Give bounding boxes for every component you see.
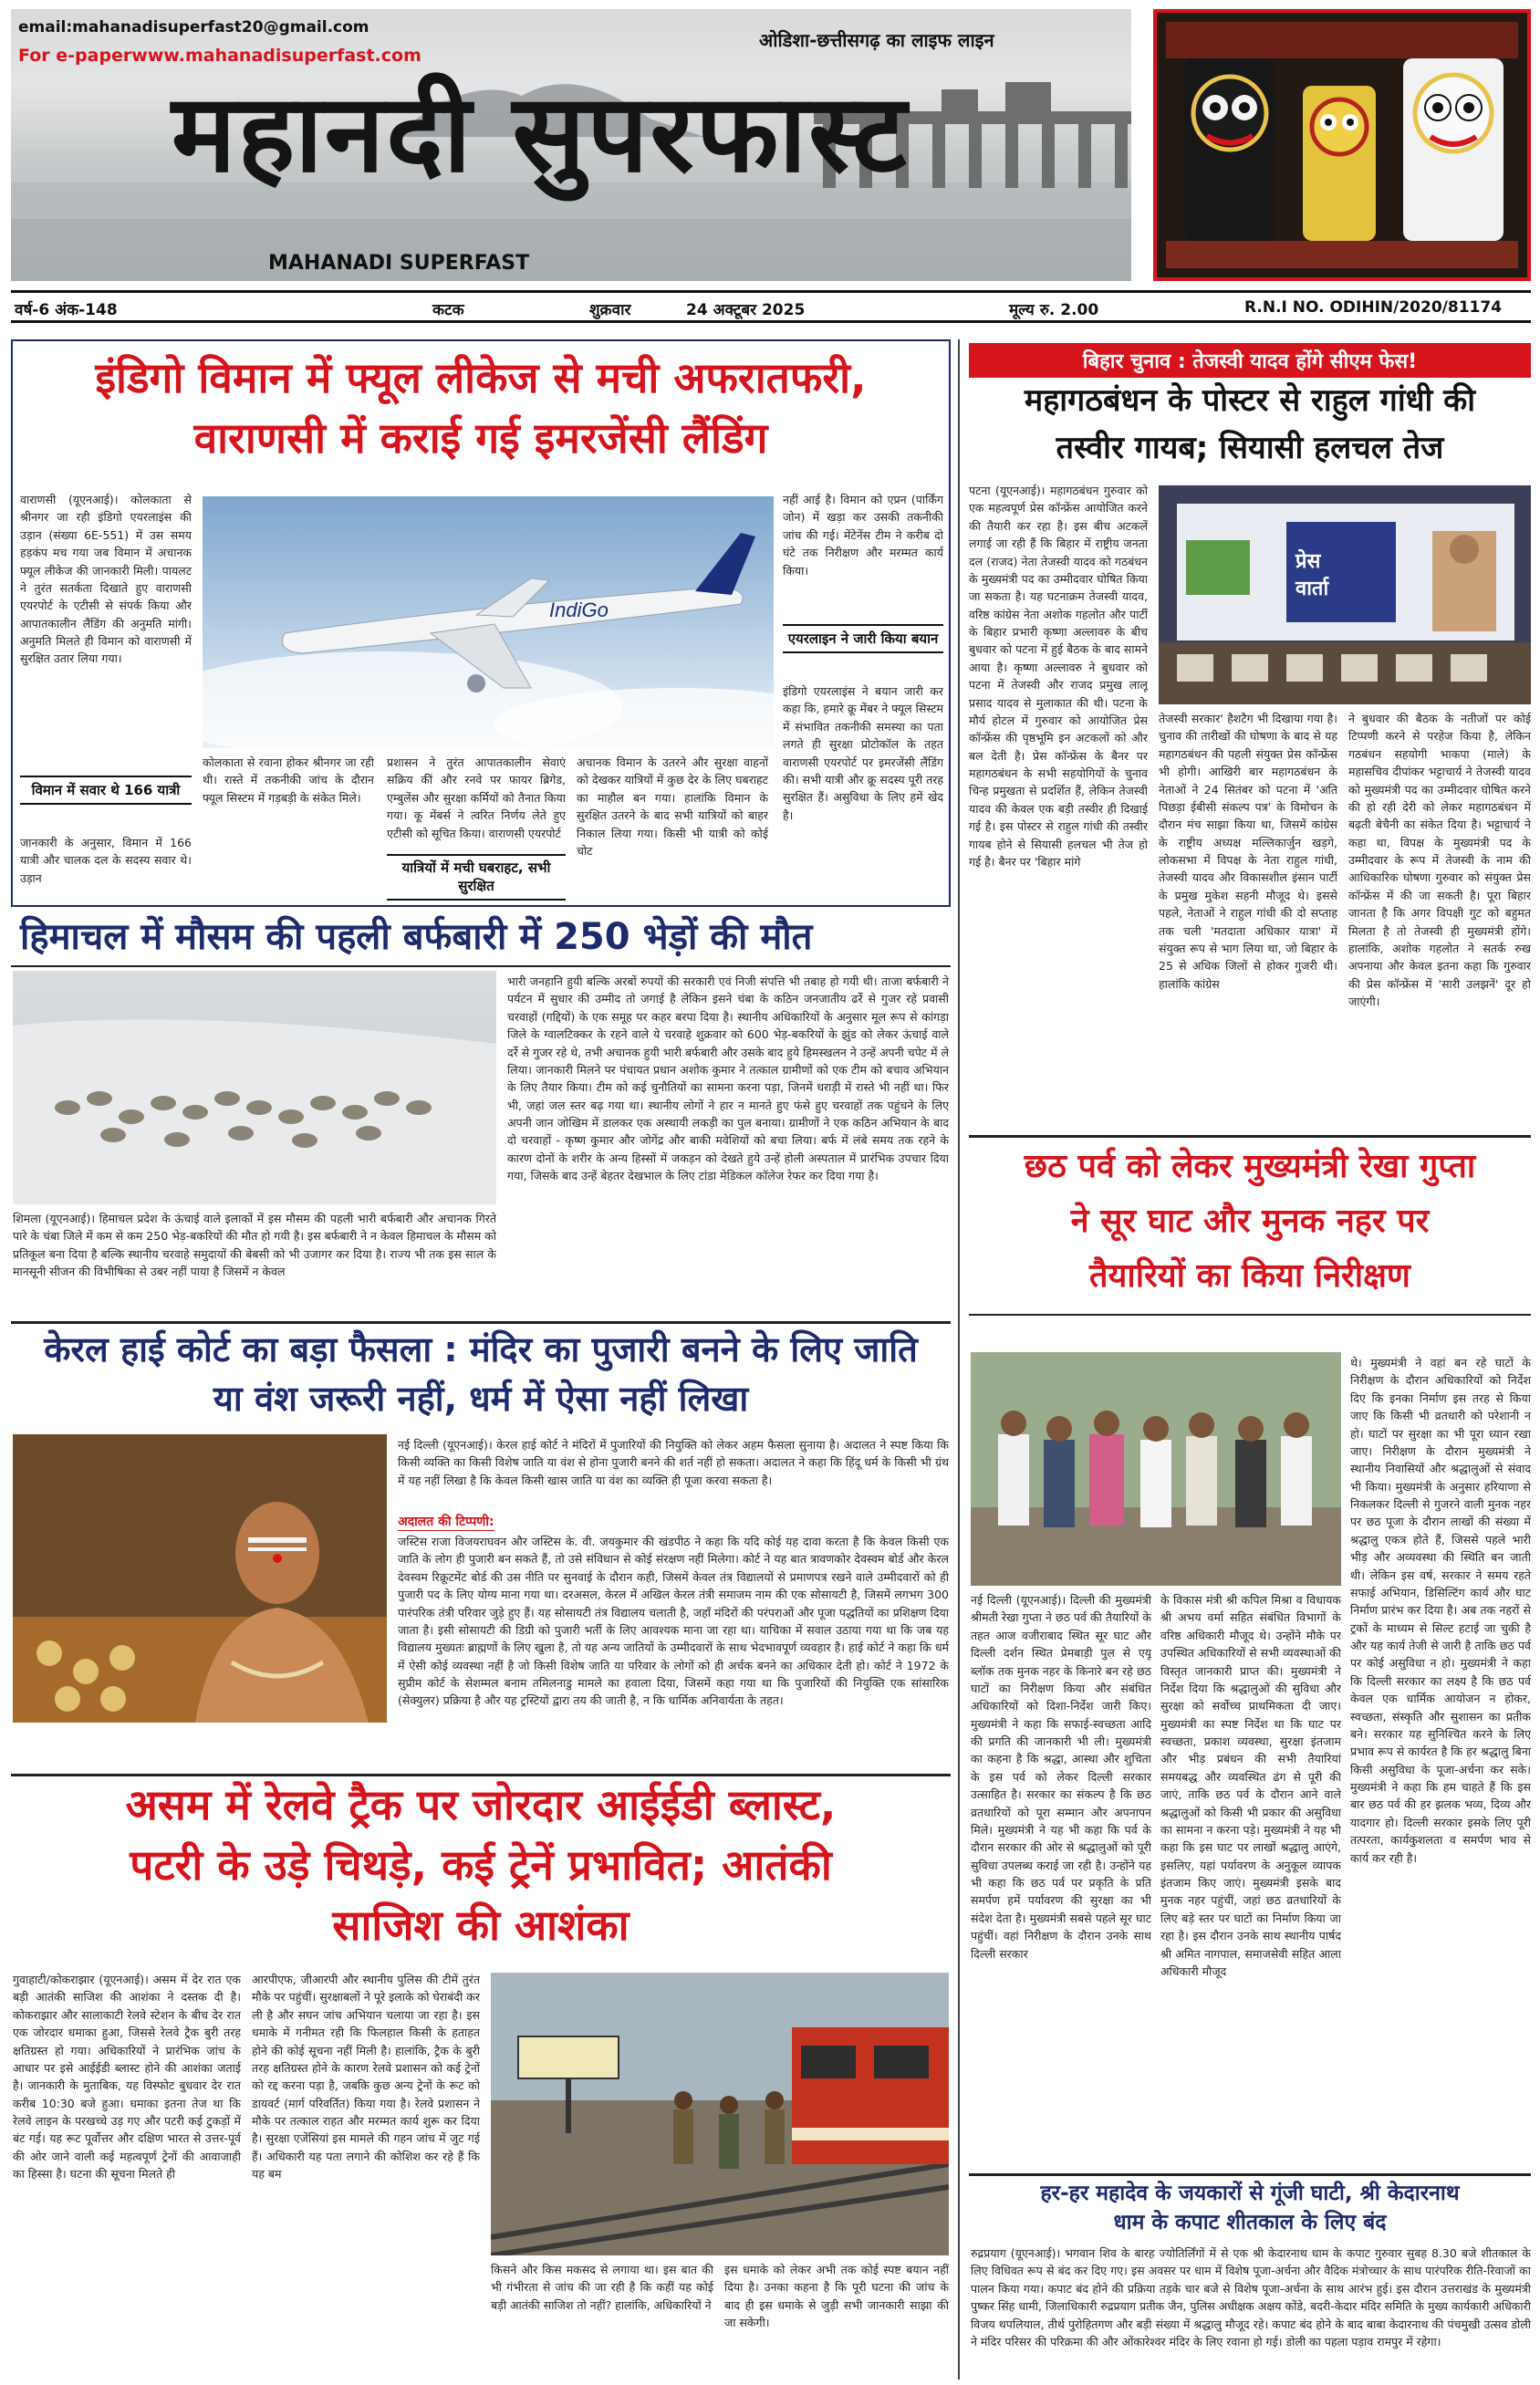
indigo-subhead-airline: एयरलाइन ने जारी किया बयान: [783, 624, 943, 653]
assam-col-2-text: आरपीएफ, जीआरपी और स्थानीय पुलिस की टीमें तुरंत मौके पर पहुंचीं। सुरक्षाबलों ने पूरे इलाके को घेराबंदी कर ली है और सघन जांच अभियान चलाया जा रहा है। इस धमाके में गनीमत रही कि फिलहाल किसी के हताहत होने की कोई सूचना नहीं मिली है। हालांकि, ट्रैक के बुरी तरह क्षतिग्रस्त होने के कारण रेलवे प्रशासन को कई ट्रेनों को रद्द करना पड़ा है, जबकि कुछ अन्य ट्रेनों के रूट को डायवर्ट (मार्ग परिवर्तित) किया गया है। रेलवे प्रशासन ने मौके पर तत्काल राहत और मरम्मत कार्य शुरू कर दिया है। सुरक्षा एजेंसियां इस मामले की गहन जांच में जुट गई हैं। अधिकारी यह पता लगाने की कोशिश कर रहे हैं कि यह बम: [252, 1973, 480, 2182]
assam-col-1-text: गुवाहाटी/कोकराझार (यूएनआई)। असम में देर रात एक बड़ी आतंकी साजिश की आशंका ने दस्तक दी है। कोकराझार और सालाकाटी रेलवे स्टेशन के बीच देर रात एक जोरदार धमाका हुआ, जिससे रेलवे ट्रैक बुरी तरह क्षतिग्रस्त हो गया। अधिकारियों ने प्रारंभिक जांच के आधार पर इसे आईईडी ब्लास्ट होने की आशंका जताई है। जानकारी के मुताबिक, यह विस्फोट बुधवार देर रात करीब 10:30 बजे हुआ। धमाका इतना तेज था कि रेलवे लाइन के परखच्चे उड़ गए और पटरी कई टुकड़ों में बंट गई। यह रूट पूर्वोत्तर और दक्षिण भारत से उत्तर-पूर्व की ओर जाने वाली कई महत्वपूर्ण ट्रेनों की आवाजाही का हिस्सा है। घटना की सूचना मिलते ही: [13, 1973, 241, 2182]
himachal-body-1: [13, 1210, 496, 1314]
indigo-col-2: [203, 754, 374, 900]
indigo-col-1: [20, 491, 192, 772]
chhath-col-3-text: थे। मुख्यमंत्री ने वहां बन रहे घाटों के निरीक्षण के दौरान अधिकारियों को निर्देश दिए कि इनका निर्माण इस तरह से किया जाए कि किसी भी व्रतधारी को परेशानी न हो। घाटों पर सुरक्षा का भी पूरा ध्यान रखा जाए। निरीक्षण के दौरान मुख्यमंत्री ने स्थानीय निवासियों और श्रद्धालुओं से संवाद भी किया। मुख्यमंत्री के अनुसार हरियाणा से निकलकर दिल्ली से गुजरने वाली मुनक नहर पर छठ पूजा के दौरान लाखों की संख्या में श्रद्धालु एकत्र होते हैं, जिससे पहले भारी भीड़ और अव्यवस्था की स्थिति बन जाती थी। लेकिन इस वर्ष, सरकार ने समय रहते सफाई अभियान, डिसिल्टिंग कार्य और घाट निर्माण प्रारंभ कर दिया है। अब तक नहरों से ट्रकों के माध्यम से सिल्ट हटाई जा चुकी है और यह कार्य तेजी से जारी है ताकि छठ पर्व पर कोई असुविधा न हो। मुख्यमंत्री ने कहा कि दिल्ली सरकार का लक्ष्य है कि छठ पर्व केवल एक धार्मिक आयोजन न होकर, स्वच्छता, संस्कृति और सुशासन का प्रतीक बने। सरकार यह सुनिश्चित करने के लिए प्रभाव रूप से कार्यरत है कि हर श्रद्धालु बिना किसी असुविधा के पूजा-अर्चना कर सके। मुख्यमंत्री ने कहा कि हम चाहते हैं कि इस बार छठ पर्व की हर झलक भव्य, दिव्य और यादगार हो। दिल्ली सरकार इसके लिए पूरी तत्परता, कार्यकुशलता व समर्पण भाव से कार्य कर रही है।: [1350, 1356, 1531, 1865]
indigo-headline-2: वाराणसी में कराई गई इमरजेंसी लैंडिंग: [193, 413, 768, 463]
newspaper-title: महानदी सुपरफास्ट: [172, 70, 909, 196]
volume-issue: वर्ष-6 अंक-148: [15, 301, 118, 319]
assam-headline-3: साजिश की आशंका: [332, 1901, 630, 1950]
bihar-col-1-text: पटना (यूएनआई)। महागठबंधन गुरुवार को एक महत्वपूर्ण प्रेस कॉन्फ्रेंस आयोजित करने की तैयारी कर रहा है। इस बीच अटकलें लगाई जा रही हैं कि बिहार में राष्ट्रीय जनता दल (राजद) नेता तेजस्वी यादव को गठबंधन के मुख्यमंत्री पद का उम्मीदवार घोषित किया जा सकता है। यह घटनाक्रम तेजस्वी यादव, वरिष्ठ कांग्रेस नेता अशोक गहलोत और पार्टी के बिहार प्रभारी कृष्णा अल्लावरु के बीच बुधवार को पटना में हुई बैठक के बाद सामने आया है। कृष्णा अल्लावरु ने बुधवार को पटना में तेजस्वी और राजद प्रमुख लालू प्रसाद यादव से मुलाकात की थी। पटना के मौर्य होटल में गुरुवार को आयोजित प्रेस कॉन्फ्रेंस की पृष्ठभूमि इन अटकलों को और बल देती है। प्रेस कॉन्फ्रेंस के बैनर पर महागठबंधन के सभी सहयोगियों के चुनाव चिन्ह प्रमुखता से प्रदर्शित हैं, लेकिन तेजस्वी यादव की केवल एक बड़ी तस्वीर ही दिखाई गई है। इस पोस्टर से राहुल गांधी की तस्वीर गायब होने से सियासी हलचल भी तेज हो गई है। बैनर पर 'बिहार मांगे: [969, 484, 1148, 869]
assam-col-4-text: इस धमाके को लेकर अभी तक कोई स्पष्ट बयान नहीं दिया है। उनका कहना है कि पूरी घटना की जांच के बाद ही इस धमाके से जुड़ी सभी जानकारी साझा की जा सकेगी।: [724, 2263, 949, 2330]
kerala-body-1-text: नई दिल्ली (यूएनआई)। केरल हाई कोर्ट ने मंदिरों में पुजारियों की नियुक्ति को लेकर अहम फैसला सुनाया है। अदालत ने स्पष्ट किया कि किसी व्यक्ति का किसी विशेष जाति या वंश से होना पुजारी बनने की शर्त नहीं हो सकता। अदालत ने कहा कि हिंदू धर्म के किसी भी ग्रंथ में यह नहीं लिखा है कि केवल किसी खास जाति या वंश का व्यक्ति ही पूजा करवा सकता है।: [398, 1438, 949, 1487]
bihar-col-2: [1159, 710, 1337, 1131]
sheep-graphic: [13, 971, 496, 1204]
railway-graphic: [491, 1973, 949, 2255]
epaper-link[interactable]: For e-paperwww.mahanadisuperfast.com: [18, 46, 421, 66]
assam-headline-1: असम में रेलवे ट्रैक पर जोरदार आईईडी ब्लास्ट,: [125, 1780, 837, 1829]
kerala-subhead-court: अदालत की टिप्पणी:: [398, 1515, 494, 1529]
indigo-subhead-passengers: विमान में सवार थे 166 यात्री: [20, 776, 192, 805]
bihar-col-3: [1348, 710, 1531, 1131]
jagannath-deities-image: [1153, 9, 1531, 281]
chhath-col-1: [971, 1591, 1151, 2168]
svg-text:वार्ता: वार्ता: [1295, 578, 1329, 600]
assam-col-3-text: किसने और किस मकसद से लगाया था। इस बात की भी गंभीरता से जांच की जा रही है कि कहीं यह कोई बड़ी आतंकी साजिश तो नहीं? हालांकि, अधिकारियों ने: [491, 2263, 713, 2312]
masthead: [11, 9, 1131, 281]
divider: [11, 965, 951, 967]
divider: [958, 339, 960, 2380]
indigo-col-5b: [783, 682, 943, 900]
svg-text:IndiGo: IndiGo: [549, 599, 609, 621]
indigo-col-1b: [20, 834, 192, 901]
kedarnath-headline-1: हर-हर महादेव के जयकारों से गूंजी घाटी, श्री केदारनाथ: [1040, 2182, 1460, 2205]
deities-illustration: [1157, 13, 1527, 277]
kedarnath-headline-2: धाम के कपाट शीतकाल के लिए बंद: [1113, 2211, 1387, 2234]
chhath-col-2: [1160, 1591, 1341, 2168]
bihar-headline-2: तस्वीर गायब; सियासी हलचल तेज: [1056, 430, 1444, 466]
divider: [969, 2173, 1531, 2176]
inspection-graphic: [971, 1352, 1341, 1586]
indigo-col-5-text: नहीं आई है। विमान को एप्रन (पार्किंग जोन) में खड़ा कर उसकी तकनीकी जांच की गई। मेंटेनेंस टीम ने करीब दो घंटे तक निरीक्षण और मरम्मत कार्य किया।: [783, 493, 943, 578]
chhath-col-1-text: नई दिल्ली (यूएनआई)। दिल्ली की मुख्यमंत्री श्रीमती रेखा गुप्ता ने छठ पर्व की तैयारियों के तहत आज वजीराबाद स्थित सूर घाट और दिल्ली दर्शन स्थित प्रेमबाड़ी पुल से एयू ब्लॉक तक मुनक नहर के किनारे बन रहे छठ घाटों का निरीक्षण किया और संबंधित अधिकारियों को दिशा-निर्देश जारी किए। मुख्यमंत्री ने कहा कि सफाई-स्वच्छता आदि की प्रगति की जानकारी भी ली। मुख्यमंत्री का कहना है कि श्रद्धा, आस्था और शुचिता के इस पर्व को लेकर दिल्ली सरकार उत्साहित है। सरकार का संकल्प है कि छठ व्रतधारियों को पूरा सम्मान और अपनापन मिले। मुख्यमंत्री ने यह भी कहा कि पर्व के दौरान सरकार की ओर से श्रद्धालुओं को पूरी सुविधा उपलब्ध कराई जा रही है। उन्होंने यह भी कहा कि छठ पर्व पर प्रकृति के प्रति समर्पण हमें पर्यावरण की सुरक्षा का भी संदेश देता है। मुख्यमंत्री सबसे पहले सूर घाट पहुंचीं। वहां निरीक्षण के दौरान उनके साथ दिल्ली सरकार: [971, 1593, 1151, 1961]
chhath-headline-3: तैयारियों का किया निरीक्षण: [1089, 1257, 1410, 1295]
divider: [11, 1321, 951, 1324]
publish-date: 24 अक्टूबर 2025: [686, 301, 806, 319]
divider: [969, 1314, 1531, 1316]
price: मूल्य रु. 2.00: [1009, 301, 1099, 319]
indigo-col-4-text: अचानक विमान के उतरने और सुरक्षा वाहनों को देखकर यात्रियों में कुछ देर के लिए घबराहट का माहौल बन गया। हालांकि विमान के सुरक्षित उतरने के बाद सभी यात्रियों को बाहर निकाल लिया गया। किसी भी यात्री को कोई चोट: [577, 755, 768, 858]
indigo-col-3-text: प्रशासन ने तुरंत आपातकालीन सेवाएं सक्रिय कीं और रनवे पर फायर ब्रिगेड, एम्बुलेंस और सुरक्षा कर्मियों को तैनात किया गया। कू मेंबर्स ने त्वरित निर्णय लेते हुए एटीसी को सूचित किया। वाराणसी एयरपोर्ट: [387, 755, 566, 840]
aircraft-graphic: [203, 496, 774, 748]
assam-headline-2: पटरी के उड़े चिथड़े, कई ट्रेनें प्रभावित; आतंकी: [130, 1840, 832, 1890]
himachal-body-2-text: भारी जनहानि हुयी बल्कि अरबों रुपयों की सरकारी एवं निजी संपत्ति भी तबाह हो गयी थी। ताजा बर्फबारी ने पर्यटन में सुधार की उम्मीद तो जगाई है लेकिन इसने चंबा के कठिन जनजातीय ढर्रे से गुजर रहे प्रवासी चरवाहों (गद्दियों) के एक समूह पर कहर बरपा दिया है। स्थानीय अधिकारियों के अनुसार मूल रूप से कांगड़ा जिले के ग्वालटिक्कर के रहने वाले ये चरवाहे शुक्रवार को 600 भेड़-बकरियों के झुंड को लेकर ऊंचाई वाले दर्रे से गुजर रहे थे, तभी अचानक हुयी भारी बर्फबारी और उसके बाद हुये हिमस्खलन ने उन्हें अपनी चपेट में ले लिया। जानकारी मिलने पर पंचायत प्रधान अशोक कुमार ने तत्काल ग्रामीणों को एक टीम को बचाव अभियान के लिए तैयार किया। टीम को कई चुनौतियों का सामना करना पड़ा, जिनमें धराड़ी में रास्ते भी नहीं था। फिर भी, जहां जल स्तर बढ़ गया था। स्थानीय लोगों ने हार न मानते हुए फंसे हुए चरवाहों तक पहुंचने के लिए अपनी जान जोखिम में डालकर एक अस्थायी लकड़ी का पुल बनाया। ग्रामीणों ने एक कठिन अभियान के बाद दो चरवाहों - कृष्ण कुमार और जोगेंद्र और बाकी मवेशियों को बचा लिया। बर्फ में लंबे समय तक रहने के कारण दोनों के शरीर के अन्य हिस्सों में जकड़न को देखते हुये उन्हें होली अस्पताल में प्रारंभिक उपचार दिया गया, जिसके बाद उन्हें बेहतर देखभाल के लिए टांडा मेडिकल कॉलेज रेफर कर दिया गया है।: [507, 974, 949, 1183]
indigo-col-5b-text: इंडिगो एयरलाइंस ने बयान जारी कर कहा कि, हमारे क्रू मेंबर ने फ्यूल सिस्टम में संभावित तकनीकी समस्या का पता लगते ही सुरक्षा प्रोटोकॉल के तहत वाराणसी एयरपोर्ट पर इमरजेंसी लैंडिंग की। सभी यात्री और क्रू सदस्य पूरी तरह सुरक्षित हैं। असुविधा के लिए हमें खेद है।: [783, 684, 943, 822]
svg-text:प्रेस: प्रेस: [1295, 550, 1321, 573]
sheep-snow-photo: [13, 971, 496, 1204]
bihar-kicker: बिहार चुनाव : तेजस्वी यादव होंगे सीएम फेस!: [969, 343, 1531, 378]
indigo-subhead-panic: यात्रियों में मची घबराहट, सभी सुरक्षित: [387, 854, 566, 901]
indigo-col-1-text: वाराणसी (यूएनआई)। कोलकाता से श्रीनगर जा रही इंडिगो एयरलाइंस की उड़ान (संख्या 6E-551) में उस समय हड़कंप मच गया जब विमान में अचानक फ्यूल लीकेज की जानकारी मिली। पायलट ने तुरंत सतर्कता दिखाते हुए वाराणसी एयरपोर्ट के एटीसी से संपर्क किया और आपातकालीन लैंडिंग की अनुमति मांगी। अनुमति मिलते ही विमान को वाराणसी में सुरक्षित उतार लिया गया।: [20, 493, 192, 666]
assam-col-2: [252, 1971, 480, 2376]
rni-number: R.N.I NO. ODIHIN/2020/81174: [1244, 298, 1503, 317]
kerala-headline-1: केरल हाई कोर्ट का बड़ा फैसला : मंदिर का पुजारी बनने के लिए जाति: [44, 1329, 918, 1370]
kedarnath-body: [971, 2244, 1531, 2378]
edition-city: कटक: [432, 301, 464, 319]
bihar-headline-1: महागठबंधन के पोस्टर से राहुल गांधी की: [1024, 382, 1476, 419]
kerala-body-1: [398, 1436, 949, 1509]
publish-day: शुक्रवार: [589, 301, 631, 319]
chhath-col-3: [1350, 1354, 1531, 2168]
indigo-col-4: [577, 754, 768, 900]
assam-col-3: [491, 2261, 713, 2376]
himachal-body-1-text: शिमला (यूएनआई)। हिमाचल प्रदेश के ऊंचाई वाले इलाकों में इस मौसम की पहली भारी बर्फबारी और अचानक गिरते पारे के चंबा जिले में कम से कम 250 भेड़-बकरियों की मौत हो गयी है। इस बर्फबारी ने न केवल हिमाचल के मौसम को प्रतिकूल बना दिया है बल्कि स्थानीय चरवाहे समुदायों की बेबसी को भी उजागर कर दिया है। राज्य भी तक इस साल के मानसूनी सीजन की विभीषिका से उबर नहीं पाया है जिसमें न केवल: [13, 1212, 496, 1279]
himachal-headline: हिमाचल में मौसम की पहली बर्फबारी में 250 भेड़ों की मौत: [20, 916, 813, 958]
contact-email[interactable]: email:mahanadisuperfast20@gmail.com: [18, 18, 369, 36]
assam-col-4: [724, 2261, 949, 2376]
divider: [969, 1135, 1531, 1138]
kerala-body-2-text: जस्टिस राजा विजयराघवन और जस्टिस के. वी. जयकुमार की खंडपीठ ने कहा कि यदि कोई यह दावा करता है कि केवल किसी एक जाति के लोग ही पुजारी बन सकते हैं, तो उसे संविधान से कोई संरक्षण नहीं मिलेगा। कोर्ट ने यह बात त्रावणकोर देवस्वम बोर्ड और केरल देवस्वम रिक्रूटमेंट बोर्ड की उस नीति पर सुनवाई के दौरान कही, जिसमें केवल तंत्र विद्यालयों से प्रमाणपत्र रखने वाले उम्मीदवारों को ही पुजारी पद के लिए योग्य माना गया था। दरअसल, केरल में अखिल केरल तंत्री समाजम नाम की एक सोसायटी है, जिसमें लगभग 300 पारंपरिक तंत्री परिवार जुड़े हुए हैं। यह सोसायटी तंत्र विद्यालय चलाती है, जहाँ मंदिरों की परंपराओं और पूजा पद्धतियों का प्रशिक्षण दिया जाता है। इसी सोसायटी की डिग्री को पुजारी भर्ती के लिए आवश्यक माना जा रहा था। याचिका में सवाल उठाया गया था कि जब यह विद्यालय मुख्यतः ब्राह्मणों के लिए खुला है, तो यह अन्य जातियों के उम्मीदवारों के साथ भेदभावपूर्ण व्यवहार है। हाई कोर्ट ने कहा कि धर्म में ऐसी कोई व्यवस्था नहीं है जो किसी विशेष जाति या परिवार के लोगों को ही अर्चक बनने का अधिकार देती हो। कोर्ट ने 1972 के सुप्रीम कोर्ट के सेशम्मल बनाम तमिलनाडु मामले का हवाला दिया, जिसमें कहा गया था कि पुजारियों की नियुक्ति एक सांसारिक (सेक्युलर) प्रक्रिया है और यह ट्रस्टियों द्वारा तय की जाती है, न कि धार्मिक अनिवार्यता के तहत।: [398, 1535, 949, 1708]
press-conference-graphic: [1159, 485, 1531, 704]
press-conference-photo: [1159, 485, 1531, 704]
railway-track-photo: [491, 1973, 949, 2255]
chhath-col-2-text: के विकास मंत्री श्री कपिल मिश्रा व विधायक श्री अभय वर्मा सहित संबंधित विभागों के वरिष्ठ अधिकारी मौजूद थे। उन्होंने मौके पर उपस्थित अधिकारियों से सभी व्यवस्थाओं की विस्तृत जानकारी प्राप्त की। मुख्यमंत्री ने निर्देश दिया कि श्रद्धालुओं की सुविधा और सुरक्षा को सर्वोच्च प्राथमिकता दी जाए। मुख्यमंत्री का स्पष्ट निर्देश था कि घाट पर स्वच्छता, प्रकाश व्यवस्था, सुरक्षा इंतजाम और भीड़ प्रबंधन की सभी तैयारियां समयबद्ध और व्यवस्थित ढंग से पूरी की जाएं, ताकि छठ पर्व के दौरान आने वाले श्रद्धालुओं को किसी भी प्रकार की असुविधा का सामना न करना पड़े। मुख्यमंत्री ने यह भी कहा कि इस घाट पर लाखों श्रद्धालु आएंगे, इसलिए, यहां पर्यावरण के अनुकूल व्यापक इंतजाम किए जाएं। मुख्यमंत्री इसके बाद मुनक नहर पहुंचीं, जहां छठ व्रतधारियों के लिए बड़े स्तर पर घाटों का निर्माण किया जा रहा है। इस दौरान उनके साथ स्थानीय पार्षद श्री अमित नागपाल, समाजसेवी सहित आला अधिकारी मौजूद: [1160, 1593, 1341, 1978]
bihar-col-3-text: ने बुधवार की बैठक के नतीजों पर कोई टिप्पणी करने से परहेज किया है, लेकिन गठबंधन सहयोगी भाकपा (माले) के महासचिव दीपांकर भट्टाचार्य ने तेजस्वी यादव को मुख्यमंत्री पद का उम्मीदवार घोषित करने की हो रही देरी को लेकर महागठबंधन में बढ़ती बेचैनी का संकेत दिया है। भट्टाचार्य ने कहा था, विपक्ष के मुख्यमंत्री पद के उम्मीदवार के रूप में तेजस्वी के नाम की आधिकारिक घोषणा गुरुवार को संयुक्त प्रेस कॉन्फ्रेंस में की जा सकती है। पूरा बिहार जानता है कि अगर विपक्षी गुट को बहुमत मिलता है तो तेजस्वी ही मुख्यमंत्री होंगे। हालांकि, अशोक गहलोत ने सतर्क रुख अपनाया और केवल इतना कहा कि गुरुवार की प्रेस कॉन्फ्रेंस में 'सारी उलझनें' दूर हो जाएंगी।: [1348, 712, 1531, 1008]
tagline: ओडिशा-छत्तीसगढ़ का लाइफ लाइन: [759, 29, 994, 51]
indigo-aircraft-photo: [203, 496, 774, 748]
indigo-col-2-text: कोलकाता से रवाना होकर श्रीनगर जा रही थी। रास्ते में तकनीकी जांच के दौरान फ्यूल सिस्टम में गड़बड़ी के संकेत मिले।: [203, 755, 374, 805]
chhath-headline-2: ने सूर घाट और मुनक नहर पर: [1070, 1203, 1430, 1240]
kerala-body-2: [398, 1533, 949, 1721]
priest-graphic: [13, 1434, 387, 1723]
newspaper-subtitle: MAHANADI SUPERFAST: [268, 252, 530, 275]
divider: [11, 1774, 951, 1776]
indigo-col-5: [783, 491, 943, 620]
kedarnath-body-text: रुद्रप्रयाग (यूएनआई)। भगवान शिव के बारह ज्योतिर्लिंगों में से एक श्री केदारनाथ धाम के कपाट गुरुवार सुबह 8.30 बजे शीतकाल के लिए विधिवत रूप से बंद कर दिए गए। इस अवसर पर धाम में विशेष पूजा-अर्चना और वैदिक मंत्रोच्चार के साथ पारंपरिक रीति-रिवाजों का पालन किया गया। कपाट बंद होने की प्रक्रिया तड़के चार बजे से विशेष पूजा-अर्चना के साथ आरंभ हुई। इस दौरान उत्तराखंड के मुख्यमंत्री पुष्कर सिंह धामी, जिलाधिकारी रुद्रप्रयाग प्रतीक जैन, पुलिस अधीक्षक अक्षय कोंडे, बदरी-केदार मंदिर समिति के मुख्य कार्यकारी अधिकारी विजय थपलियाल, तीर्थ पुरोहितगण और बड़ी संख्या में श्रद्धालु मौजूद रहे। कपाट बंद होने के बाद बाबा केदारनाथ की पंचमुखी उत्सव डोली ने मंदिर परिसर की परिक्रमा की और ओंकारेश्वर मंदिर के लिए रवाना हो गई। डोली का पहला पड़ाव रामपुर में रहेगा।: [971, 2246, 1531, 2349]
bihar-col-1: [969, 482, 1148, 1131]
cm-inspection-photo: [971, 1352, 1341, 1586]
kerala-headline-2: या वंश जरूरी नहीं, धर्म में ऐसा नहीं लिखा: [213, 1379, 749, 1419]
bihar-col-2-text: तेजस्वी सरकार' हैशटैग भी दिखाया गया है। चुनाव की तारीखों की घोषणा के बाद से यह महागठबंधन की पहली संयुक्त प्रेस कॉन्फ्रेंस भी होगी। आखिरी बार महागठबंधन के नेताओं ने 24 सितंबर को पटना में 'अति पिछड़ा ईबीसी संकल्प पत्र' के विमोचन के दौरान मंच साझा किया था, जिसमें कांग्रेस के राष्ट्रीय अध्यक्ष मल्लिकार्जुन खड़गे, लोकसभा में विपक्ष के नेता राहुल गांधी, तेजस्वी यादव और विकासशील इंसान पार्टी के प्रमुख मुकेश सहनी मौजूद थे। इससे पहले, नेताओं ने राहुल गांधी की दो सप्ताह तक चली 'मतदाता अधिकार यात्रा' में संयुक्त रूप से भाग लिया था, जो बिहार के 25 से अधिक जिलों से होकर गुजरी थी। हालांकि कांग्रेस: [1159, 712, 1337, 991]
indigo-headline-1: इंडिगो विमान में फ्यूल लीकेज से मची अफरातफरी,: [95, 353, 867, 402]
himachal-body-2: [507, 973, 949, 1314]
dateline-bar: [11, 290, 1531, 323]
chhath-headline-1: छठ पर्व को लेकर मुख्यमंत्री रेखा गुप्ता: [1024, 1148, 1476, 1185]
indigo-col-1b-text: जानकारी के अनुसार, विमान में 166 यात्री और चालक दल के सदस्य सवार थे। उड़ान: [20, 836, 192, 885]
assam-col-1: [13, 1971, 241, 2376]
priest-photo: [13, 1434, 387, 1723]
